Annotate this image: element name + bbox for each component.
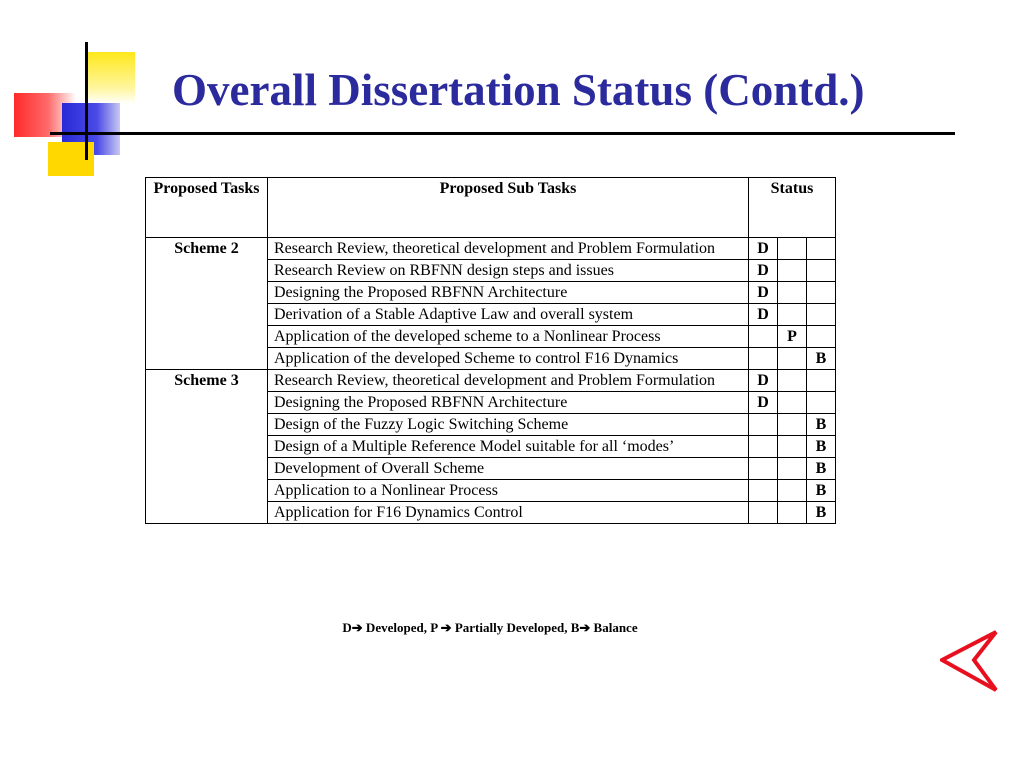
status-cell-d: D [749, 392, 778, 414]
status-cell-d: D [749, 282, 778, 304]
subtask-cell: Application of the developed scheme to a Nonlinear Process [268, 326, 749, 348]
status-cell-b [807, 282, 836, 304]
status-legend: D➔ Developed, P ➔ Partially Developed, B➔ Balance [342, 620, 638, 635]
status-cell-p [778, 436, 807, 458]
status-cell-d [749, 436, 778, 458]
status-cell-b: B [807, 348, 836, 370]
status-cell-d: D [749, 238, 778, 260]
status-cell-p [778, 458, 807, 480]
status-cell-p [778, 502, 807, 524]
status-cell-p: P [778, 326, 807, 348]
status-cell-p [778, 370, 807, 392]
header-proposed-tasks: Proposed Tasks [146, 178, 268, 238]
subtask-cell: Design of a Multiple Reference Model suitable for all ‘modes’ [268, 436, 749, 458]
status-cell-b [807, 304, 836, 326]
header-status: Status [749, 178, 836, 238]
table-body [146, 238, 836, 524]
status-cell-b [807, 392, 836, 414]
subtask-cell: Derivation of a Stable Adaptive Law and overall system [268, 304, 749, 326]
subtask-cell: Application for F16 Dynamics Control [268, 502, 749, 524]
status-cell-d [749, 348, 778, 370]
decor-yellow-block-top [87, 52, 135, 104]
back-arrow-icon[interactable] [940, 630, 998, 692]
scheme-label: Scheme 2 [146, 238, 268, 370]
table-header-row [146, 178, 836, 238]
subtask-cell: Design of the Fuzzy Logic Switching Scheme [268, 414, 749, 436]
subtask-cell: Designing the Proposed RBFNN Architecture [268, 392, 749, 414]
status-cell-d [749, 326, 778, 348]
status-cell-b: B [807, 502, 836, 524]
status-cell-d [749, 458, 778, 480]
table-row [146, 238, 836, 260]
title-underline [50, 132, 955, 135]
status-cell-d [749, 414, 778, 436]
subtask-cell: Application to a Nonlinear Process [268, 480, 749, 502]
status-cell-b: B [807, 414, 836, 436]
decor-vertical-line [85, 42, 88, 160]
table-row [146, 370, 836, 392]
status-cell-p [778, 282, 807, 304]
status-cell-p [778, 238, 807, 260]
status-cell-b [807, 260, 836, 282]
status-cell-p [778, 348, 807, 370]
subtask-cell: Research Review on RBFNN design steps and issues [268, 260, 749, 282]
status-cell-d [749, 480, 778, 502]
status-cell-p [778, 304, 807, 326]
status-cell-d [749, 502, 778, 524]
status-cell-d: D [749, 370, 778, 392]
slide-title: Overall Dissertation Status (Contd.) [172, 65, 865, 115]
status-cell-b: B [807, 480, 836, 502]
subtask-cell: Designing the Proposed RBFNN Architecture [268, 282, 749, 304]
status-cell-b [807, 326, 836, 348]
status-cell-p [778, 260, 807, 282]
status-cell-p [778, 480, 807, 502]
status-cell-b: B [807, 436, 836, 458]
status-cell-p [778, 414, 807, 436]
status-table [145, 177, 836, 524]
subtask-cell: Development of Overall Scheme [268, 458, 749, 480]
scheme-label: Scheme 3 [146, 370, 268, 524]
status-cell-b [807, 370, 836, 392]
subtask-cell: Research Review, theoretical development and Problem Formulation [268, 238, 749, 260]
status-cell-b [807, 238, 836, 260]
status-cell-d: D [749, 260, 778, 282]
status-cell-p [778, 392, 807, 414]
subtask-cell: Application of the developed Scheme to control F16 Dynamics [268, 348, 749, 370]
header-proposed-subtasks: Proposed Sub Tasks [268, 178, 749, 238]
subtask-cell: Research Review, theoretical development and Problem Formulation [268, 370, 749, 392]
status-cell-d: D [749, 304, 778, 326]
status-cell-b: B [807, 458, 836, 480]
